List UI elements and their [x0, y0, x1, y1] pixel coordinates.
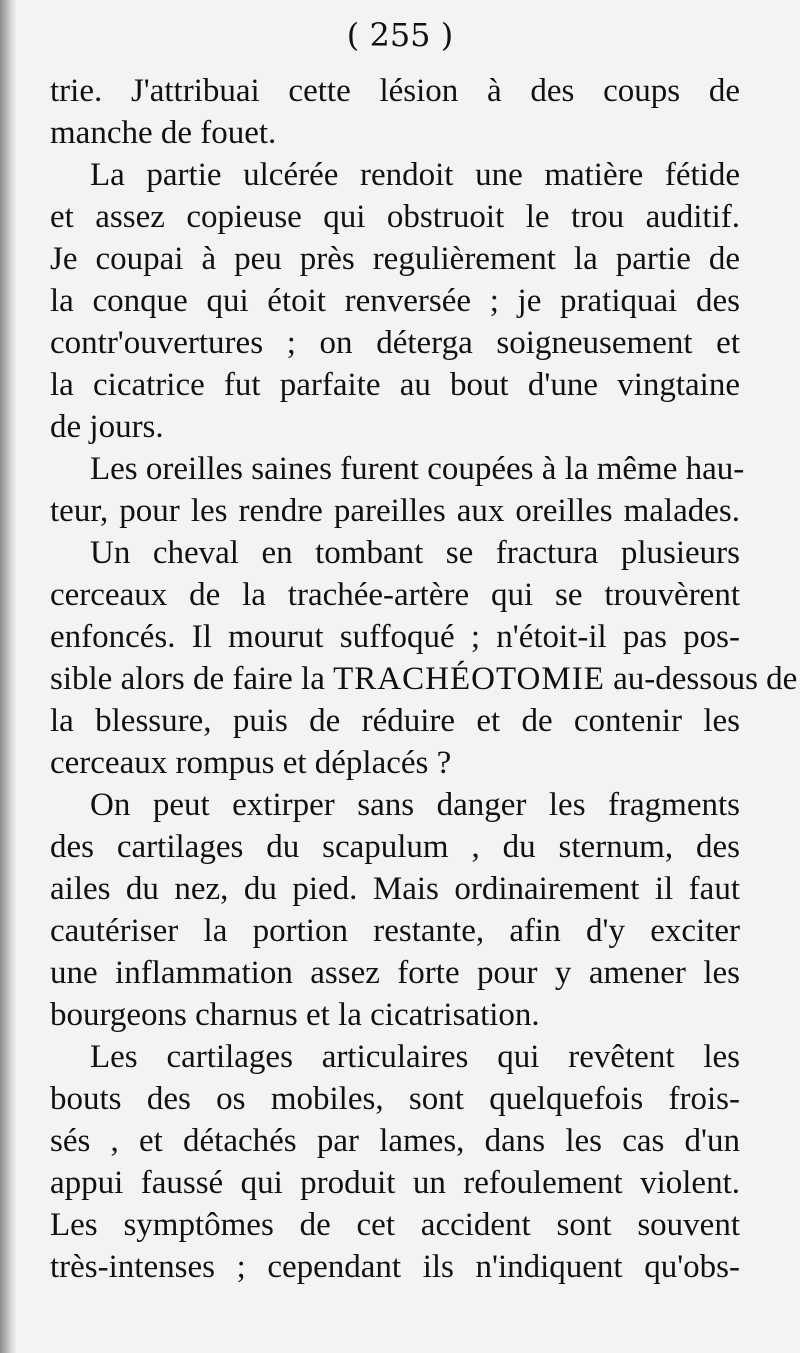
text-line: Les cartilages articulaires qui revêtent les — [90, 1039, 740, 1075]
text-line: ailes du nez, du pied. Mais ordinairement il faut — [50, 871, 740, 907]
text-line: bouts des os mobiles, sont quelquefois frois- — [50, 1081, 740, 1117]
text-line: cautériser la portion restante, afin d'y exciter — [50, 913, 740, 949]
text-line: Les symptômes de cet accident sont souvent — [50, 1207, 740, 1243]
text-fragment: au-dessous de — [613, 661, 798, 697]
text-line: cerceaux de la trachée-artère qui se trouvèrent — [50, 577, 740, 613]
text-line: manche de fouet. — [50, 115, 277, 151]
text-line: bourgeons charnus et la cicatrisation. — [50, 997, 540, 1033]
term-tracheotomie: TRACHÉOTOMIE — [333, 661, 605, 697]
text-line: La partie ulcérée rendoit une matière fétide — [90, 157, 740, 193]
text-line: la cicatrice fut parfaite au bout d'une vingtaine — [50, 367, 740, 403]
text-line: Un cheval en tombant se fractura plusieurs — [90, 535, 740, 571]
page-gutter — [0, 0, 16, 1353]
text-line: et assez copieuse qui obstruoit le trou auditif. — [50, 199, 740, 235]
text-line: enfoncés. Il mourut suffoqué ; n'étoit-il pas pos- — [50, 619, 740, 655]
body-text — [50, 70, 798, 1288]
text-line: une inflammation assez forte pour y amener les — [50, 955, 740, 991]
text-line: très-intenses ; cependant ils n'indiquent qu'obs- — [50, 1249, 740, 1285]
text-line: de jours. — [50, 409, 164, 445]
text-line: la blessure, puis de réduire et de contenir les — [50, 703, 740, 739]
text-line: Je coupai à peu près regulièrement la partie de — [50, 241, 740, 277]
text-line: la conque qui étoit renversée ; je pratiquai des — [50, 283, 740, 319]
text-line: sés , et détachés par lames, dans les cas d'un — [50, 1123, 740, 1159]
text-line: appui faussé qui produit un refoulement violent. — [50, 1165, 740, 1201]
text-fragment: sible alors de faire la — [50, 661, 325, 697]
text-line: teur, pour les rendre pareilles aux oreilles malades. — [50, 493, 740, 529]
text-line: cerceaux rompus et déplacés ? — [50, 745, 452, 781]
text-line: contr'ouvertures ; on déterga soigneusement et — [50, 325, 740, 361]
text-line: Les oreilles saines furent coupées à la même hau- — [90, 451, 745, 487]
text-line: trie. J'attribuai cette lésion à des coups de — [50, 73, 740, 109]
text-line-with-term — [50, 658, 798, 700]
text-line: On peut extirper sans danger les fragments — [90, 787, 740, 823]
page-number: ( 255 ) — [346, 16, 454, 54]
text-line: des cartilages du scapulum , du sternum, des — [50, 829, 740, 865]
